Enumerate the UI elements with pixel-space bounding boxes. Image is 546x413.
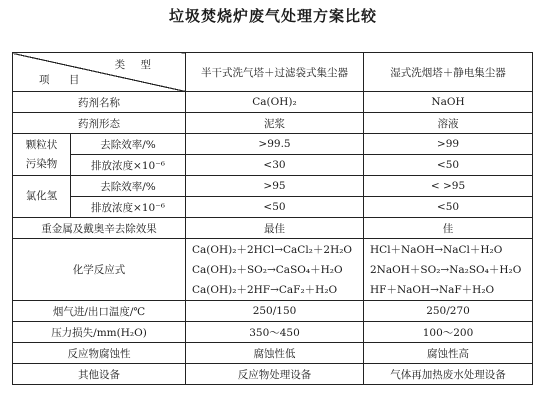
row-label-heavy-metal: 重金属及戴奥辛去除效果 (13, 218, 186, 239)
row-label-reaction: 化学反应式 (13, 239, 186, 301)
row-label-agent-name: 药剂名称 (13, 92, 186, 113)
cell-agent-form-col1: 泥浆 (186, 113, 364, 134)
header-row (13, 53, 533, 92)
group-label-particulate-line2: 污染物 (25, 157, 58, 170)
row-label-flue-temp: 烟气进/出口温度/℃ (13, 301, 186, 322)
header-diagonal-cell (13, 53, 186, 92)
table-row (13, 322, 533, 343)
cell-corrosion-col2: 腐蚀性高 (364, 343, 533, 364)
row-label-corrosion: 反应物腐蚀性 (13, 343, 186, 364)
cell-hcl-efficiency-col1: >95 (186, 176, 364, 197)
group-label-hcl: 氯化氢 (13, 176, 71, 218)
cell-particulate-emission-col1: <30 (186, 155, 364, 176)
row-label-particulate-emission: 排放浓度×10⁻⁶ (71, 155, 186, 176)
cell-particulate-efficiency-col2: >99 (364, 134, 533, 155)
table-row (13, 113, 533, 134)
cell-hcl-emission-col2: <50 (364, 197, 533, 218)
header-col1: 半干式洗气塔＋过滤袋式集尘器 (186, 53, 364, 92)
reaction-equation: HCl＋NaOH→NaCl＋H₂O (370, 243, 503, 256)
table-row (13, 343, 533, 364)
cell-hcl-efficiency-col2: < >95 (364, 176, 533, 197)
header-type-label: 类 型 (114, 59, 157, 71)
group-label-particulate (13, 134, 71, 176)
header-item-label: 项 目 (39, 74, 88, 86)
cell-particulate-efficiency-col1: >99.5 (186, 134, 364, 155)
header-col2: 湿式洗烟塔＋静电集尘器 (364, 53, 533, 92)
cell-hcl-emission-col1: <50 (186, 197, 364, 218)
cell-heavy-metal-col2: 佳 (364, 218, 533, 239)
cell-agent-name-col2: NaOH (364, 92, 533, 113)
cell-particulate-emission-col2: <50 (364, 155, 533, 176)
cell-corrosion-col1: 腐蚀性低 (186, 343, 364, 364)
table-row (13, 176, 533, 197)
page-title: 垃圾焚烧炉废气处理方案比较 (168, 7, 377, 25)
table-row (13, 364, 533, 385)
group-label-particulate-line1: 颗粒状 (25, 138, 58, 151)
cell-heavy-metal-col1: 最佳 (186, 218, 364, 239)
table-row (13, 239, 533, 301)
row-label-other: 其他设备 (13, 364, 186, 385)
reaction-equation: Ca(OH)₂＋2HCl→CaCl₂＋2H₂O (192, 243, 353, 256)
cell-flue-temp-col1: 250/150 (186, 301, 364, 322)
table-row (13, 92, 533, 113)
cell-pressure-loss-col1: 350～450 (186, 322, 364, 343)
cell-other-col1: 反应物处理设备 (186, 364, 364, 385)
reaction-equation: HF＋NaOH→NaF＋H₂O (370, 283, 495, 296)
cell-reaction-col1 (186, 239, 364, 301)
cell-agent-name-col1: Ca(OH)₂ (186, 92, 364, 113)
cell-reaction-col2 (364, 239, 533, 301)
row-label-hcl-efficiency: 去除效率/% (71, 176, 186, 197)
table-row (13, 197, 533, 218)
cell-agent-form-col2: 溶液 (364, 113, 533, 134)
row-label-particulate-efficiency: 去除效率/% (71, 134, 186, 155)
reaction-equation: Ca(OH)₂＋SO₂→CaSO₄＋H₂O (192, 263, 343, 276)
row-label-agent-form: 药剂形态 (13, 113, 186, 134)
cell-pressure-loss-col2: 100～200 (364, 322, 533, 343)
table-row (13, 134, 533, 155)
reaction-equation: 2NaOH＋SO₂→Na₂SO₄＋H₂O (370, 263, 522, 276)
comparison-table (12, 52, 533, 385)
table-row (13, 218, 533, 239)
table-row (13, 155, 533, 176)
cell-flue-temp-col2: 250/270 (364, 301, 533, 322)
table-row (13, 301, 533, 322)
row-label-pressure-loss: 压力损失/mm(H₂O) (13, 322, 186, 343)
cell-other-col2: 气体再加热废水处理设备 (364, 364, 533, 385)
reaction-equation: Ca(OH)₂＋2HF→CaF₂＋H₂O (192, 283, 338, 296)
row-label-hcl-emission: 排放浓度×10⁻⁶ (71, 197, 186, 218)
